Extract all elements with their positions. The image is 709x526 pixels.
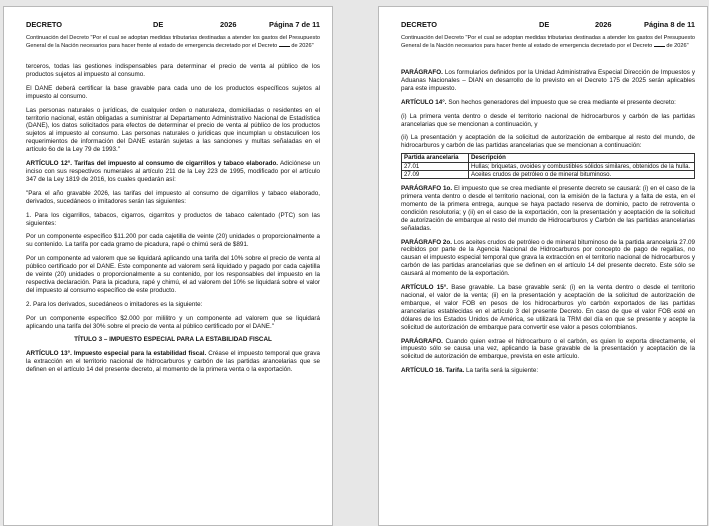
article-14-title: ARTÍCULO 14°.	[401, 98, 447, 106]
paragraph: Por un componente ad valorem que se liquidará aplicando una tarifa del 10% sobre el precio de venta al público certificado por el DANE. Este componente ad valorem será liquidado y pagado por cada cajetilla de veinte (20) unidades o proporcionalmente a su contenido, por los responsables del impuesto en la respectiva declaración. Para la picadura, rapé y chimú, el ad valorem del 10% se liquidará sobre el valor del impuesto al consumo específico de este producto.	[26, 255, 320, 294]
table-header-cell: Descripción	[469, 154, 695, 162]
subtitle-text: Continuación del Decreto "Por el cual se adoptan medidas tributarias destinadas a atender los gastos del Presupuesto General de la Nación necesarios para hacer frente al estado de emergencia decretado por el Decreto	[401, 35, 695, 49]
paragrafo-title: PARÁGRAFO.	[401, 69, 443, 76]
table-header-row	[402, 154, 695, 162]
table-cell: Aceites crudos de petróleo o de mineral bituminoso.	[469, 170, 695, 178]
subtitle-blank	[279, 42, 290, 47]
list-item-i: (i) La primera venta dentro o desde el territorio nacional de hidrocarburos y carbón de las partidas arancelarias que se mencionan a continuación, y	[401, 112, 695, 128]
article-16-body: La tarifa será la siguiente:	[465, 367, 539, 375]
paragrafo-3-title: PARÁGRAFO.	[401, 337, 443, 345]
table-header-cell: Partida arancelaria	[402, 154, 469, 162]
table-cell: Hullas; briquetas, ovoides y combustibles sólidos similares, obtenidos de la hulla.	[469, 162, 695, 170]
subtitle-end: de 2026"	[666, 42, 689, 49]
paragraph: Por un componente específico $11.200 por cada cajetilla de veinte (20) unidades o proporcionalmente a su contenido. La tarifa por cada gramo de picadura, rapé o chimú será de $891.	[26, 233, 320, 249]
subtitle-end: de 2026"	[291, 42, 314, 49]
article-12-body: Adiciónese un inciso con sus respectivos numerales al artículo 211 de la Ley 223 de 1995, modificado por el artículo 347 de la Ley 1819 de 2016, los cuales quedarán así:	[26, 160, 321, 183]
table-cell: 27.01	[402, 162, 469, 170]
paragrafo-1-body: El impuesto que se crea mediante el presente decreto se causará: (i) en el caso de la primera venta dentro o desde el territorio nacional, con la emisión de la factura y a falta de esta, en el momento de la primera entrega, aunque se haya pactado reserva de dominio, pacto de retroventa o condición resolutoria; y (ii) en el caso de la exportación, con la presentación y aceptación de la solicitud de autorización de embarque al resto del mundo de Hidrocarburos y Carbón de las partidas arancelarias señaladas.	[401, 185, 695, 232]
article-13	[26, 350, 320, 374]
list-item-ii: (ii) La presentación y aceptación de la solicitud de autorización de embarque al resto del mundo, de hidrocarburos y carbón de las partidas arancelarias que se mencionan a continuación:	[401, 134, 695, 150]
article-16-title: ARTÍCULO 16. Tarifa.	[401, 367, 465, 375]
paragraph: 1. Para los cigarrillos, tabacos, cigarros, cigarritos y productos de tabaco calentado (PTC) son las siguientes:	[26, 211, 320, 227]
page-subtitle	[401, 35, 695, 50]
header-de: DE	[539, 20, 550, 29]
header-year: 2026	[220, 20, 237, 29]
paragraph: terceros, todas las gestiones indispensables para determinar el precio de venta al público de los productos sujetos al impuesto al consumo.	[26, 63, 320, 78]
page-header	[26, 21, 320, 31]
article-14-body: Son hechos generadores del impuesto que se crea mediante el presente decreto:	[448, 98, 676, 106]
article-12	[26, 160, 320, 184]
subtitle-blank	[654, 42, 665, 47]
header-de: DE	[153, 20, 164, 29]
table-row	[402, 170, 695, 178]
paragraph: Las personas naturales o jurídicas, de cualquier orden o naturaleza, domiciliadas o residentes en el territorio nacional, están obligadas a suministrar al Departamento Administrativo Nacional de Estadística (DANE), los datos solicitados para efectos de determinar el precio de venta al público de los productos sujetos al impuesto al consumo. Las personas naturales o jurídicas que incumplan u obstaculicen los requerimientos de información del DANE estarán sujetas a las sanciones y multas señaladas en el artículo 6o de la Ley 79 de 1993."	[26, 106, 320, 154]
article-13-body: Créase el impuesto temporal que grava la extracción en el territorio nacional de hidrocarburos y carbón de las partidas arancelarias que se definen en el artículo 14 del presente decreto, al momento de la primera venta o la exportación.	[26, 350, 320, 374]
paragrafo-3	[401, 338, 695, 362]
page-subtitle	[26, 35, 320, 50]
paragrafo-2-body: Los aceites crudos de petróleo o de mineral bituminoso de la partida arancelaria 27.09 recibidos por parte de la Agencia Nacional de Hidrocarburos por concepto de pago de regalías, no causan el impuesto especial temporal que grava la extracción en el territorio nacional de hidrocarburos y carbón de las partidas arancelarias que se definen en el artículo 14 del presente decreto. Este sólo se causará al momento de la exportación.	[401, 238, 695, 278]
header-year: 2026	[595, 20, 612, 29]
article-12-title: ARTÍCULO 12°. Tarifas del impuesto al consumo de cigarrillos y tabaco elaborado.	[26, 160, 279, 168]
paragraph: Por un componente específico $2.000 por mililitro y un componente ad valorem que se liquidará aplicando una tarifa del 30% sobre el precio de venta al público certificado por el DANE."	[26, 314, 320, 330]
header-page-number: Página 8 de 11	[644, 20, 695, 29]
article-16	[401, 367, 695, 375]
paragrafo-3-body: Cuando quien extrae el hidrocarburo o el carbón, es quien lo exporta directamente, el impuesto sólo se causa una vez, aplicando la base gravable de la presentación y aceptación de la solicitud de autorización de embarque, prevista en este artículo.	[401, 337, 695, 361]
paragraph: El DANE deberá certificar la base gravable para cada uno de los productos específicos sujetos al impuesto al consumo.	[26, 84, 320, 100]
article-14	[401, 99, 695, 107]
article-15-title: ARTÍCULO 15°.	[401, 284, 449, 292]
header-page-number: Página 7 de 11	[269, 20, 320, 29]
title-3-heading: TÍTULO 3 – IMPUESTO ESPECIAL PARA LA ESTABILIDAD FISCAL	[74, 336, 272, 344]
article-13-title: ARTÍCULO 13°. Impuesto especial para la estabilidad fiscal.	[26, 350, 207, 358]
subtitle-text: Continuación del Decreto "Por el cual se adoptan medidas tributarias destinadas a atender los gastos del Presupuesto General de la Nación necesarios para hacer frente al estado de emergencia decretado por el Decreto	[26, 35, 320, 49]
paragrafo-body: Los formularios definidos por la Unidad Administrativa Especial Dirección de Impuestos y Aduanas Nacionales – DIAN en desarrollo de lo previsto en el Decreto 175 de 2025 serán aplicables para este impuesto.	[401, 69, 695, 92]
paragraph: 2. Para los derivados, sucedáneos o imitadores es la siguiente:	[26, 300, 203, 308]
page-header	[401, 21, 695, 31]
header-decreto: DECRETO	[26, 20, 63, 29]
paragrafo-1-title: PARÁGRAFO 1o.	[401, 185, 453, 193]
header-decreto: DECRETO	[401, 20, 438, 29]
paragrafo-1	[401, 185, 695, 232]
paragrafo-2	[401, 239, 695, 279]
document-page-8	[378, 6, 708, 526]
paragraph: "Para el año gravable 2026, las tarifas del impuesto al consumo de cigarrillos y tabaco elaborado, derivados, sucedáneos o imitadores serán las siguientes:	[26, 189, 320, 205]
page-body	[401, 69, 695, 381]
paragraph-paragrafo	[401, 69, 695, 93]
table-row	[402, 162, 695, 170]
page-body	[26, 63, 320, 380]
table-cell: 27.09	[402, 170, 469, 178]
article-15	[401, 284, 695, 331]
document-page-7	[3, 6, 333, 526]
paragrafo-2-title: PARÁGRAFO 2o.	[401, 238, 452, 246]
tariff-table	[401, 153, 695, 179]
article-15-body: Base gravable. La base gravable será: (i) en la venta dentro o desde el territorio nacional, el valor de la venta; (ii) en la presentación y aceptación de la solicitud de autorización de embarque, el valor FOB en pesos de los hidrocarburos y/o carbón exportados de las partidas arancelarias establecidas en el artículo 3 del presente Decreto. En caso de que el valor FOB esté en dólares de los Estados Unidos de América, se utilizará la TRM del día en que se presente y acepte la solicitud de autorización de embarque para convertir ese valor a pesos colombianos.	[401, 284, 695, 331]
